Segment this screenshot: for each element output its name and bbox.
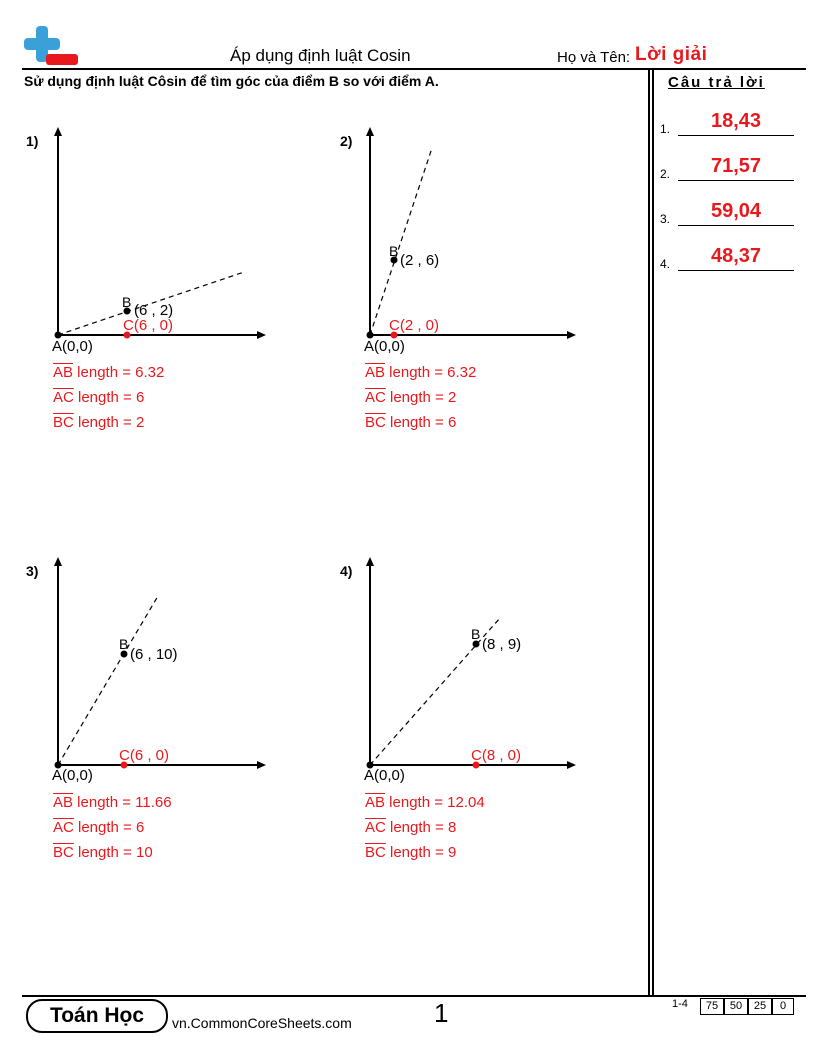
bc-length-text: length = 2: [73, 414, 145, 431]
ac-length: [365, 819, 456, 836]
problem-number: 2): [340, 133, 353, 149]
point-b-coord: (6 , 10): [130, 646, 178, 663]
site-link[interactable]: vn.CommonCoreSheets.com: [172, 1015, 352, 1031]
point-b-coord: (6 , 2): [134, 302, 174, 319]
ac-length-text: length = 6: [73, 389, 145, 406]
x-axis-arrow: [567, 761, 576, 769]
name-value: Lời giải: [635, 44, 708, 65]
brand-badge: Toán Học: [26, 999, 168, 1033]
point-b-letter: B: [389, 243, 399, 259]
answer-number: 3.: [660, 212, 671, 226]
answer-number: 1.: [660, 122, 671, 136]
point-c-label: C(8 , 0): [471, 747, 522, 764]
point-a-label: A(0,0): [52, 338, 93, 355]
footer-divider: [22, 995, 806, 997]
score-range-label: 1-4: [672, 998, 688, 1010]
answer-number: 2.: [660, 167, 671, 181]
bc-length-text: length = 9: [385, 844, 457, 861]
answer-number: 4.: [660, 257, 671, 271]
ab-length-text: length = 6.32: [73, 364, 165, 381]
point-c-label: C(6 , 0): [119, 747, 170, 764]
answer-value: 71,57: [710, 155, 762, 177]
ab-length-text: length = 11.66: [73, 794, 172, 811]
score-box: 25: [748, 998, 772, 1015]
ab-length: [365, 794, 485, 811]
segment-ab: $\overline{AB}$: [53, 794, 74, 811]
segment-bc: $\overline{BC}$: [53, 844, 74, 861]
segment-bc: $\overline{BC}$: [365, 414, 386, 431]
point-a-label: A(0,0): [52, 767, 93, 784]
ab-length-text: length = 12.04: [385, 794, 485, 811]
name-label: Họ và Tên:: [557, 49, 631, 66]
point-b-letter: B: [122, 294, 132, 310]
point-b-coord: (8 , 9): [482, 636, 522, 653]
bc-length-text: length = 6: [385, 414, 457, 431]
score-box: 50: [724, 998, 748, 1015]
segment-bc: $\overline{BC}$: [53, 414, 74, 431]
problem-number: 4): [340, 563, 353, 579]
answer-value: 48,37: [710, 245, 762, 267]
ray-ab: [370, 618, 500, 765]
ac-length-text: length = 6: [73, 819, 145, 836]
segment-bc: $\overline{BC}$: [365, 844, 386, 861]
segment-ab: $\overline{AB}$: [365, 794, 386, 811]
point-b-letter: B: [471, 626, 481, 642]
answer-value: 59,04: [710, 200, 762, 222]
score-box: 0: [772, 998, 794, 1015]
point-c-label: C(6 , 0): [123, 317, 174, 334]
point-b-coord: (2 , 6): [400, 252, 440, 269]
point-c-label: C(2 , 0): [389, 317, 440, 334]
ac-length-text: length = 8: [385, 819, 457, 836]
point-b-letter: B: [119, 636, 129, 652]
page-number: 1: [434, 998, 449, 1028]
worksheet-title: Áp dụng định luật Cosin: [230, 46, 411, 65]
segment-ab: $\overline{AB}$: [53, 364, 74, 381]
score-box: 75: [700, 998, 724, 1015]
segment-ac: $\overline{AC}$: [365, 819, 386, 836]
point-a-label: A(0,0): [364, 338, 405, 355]
answers-heading: Câu trả lời: [668, 74, 765, 91]
segment-ac: $\overline{AC}$: [365, 389, 386, 406]
instructions: Sử dụng định luật Côsin để tìm góc của điểm B so với điểm A.: [24, 73, 439, 89]
point-a-label: A(0,0): [364, 767, 405, 784]
ac-length-text: length = 2: [385, 389, 457, 406]
problem-number: 1): [26, 133, 39, 149]
problem-number: 3): [26, 563, 39, 579]
segment-ac: $\overline{AC}$: [53, 819, 74, 836]
y-axis-arrow: [366, 557, 374, 566]
ab-length-text: length = 6.32: [385, 364, 477, 381]
answer-value: 18,43: [710, 110, 762, 132]
bc-length: [365, 844, 456, 861]
bc-length-text: length = 10: [73, 844, 153, 861]
segment-ac: $\overline{AC}$: [53, 389, 74, 406]
segment-ab: $\overline{AB}$: [365, 364, 386, 381]
